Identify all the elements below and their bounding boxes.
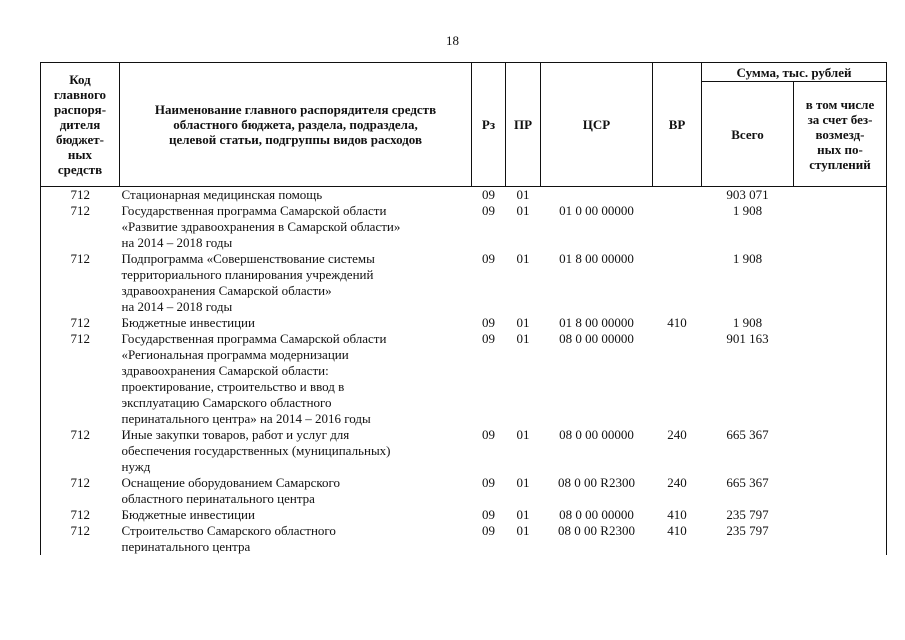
table-row	[41, 507, 887, 523]
row-rz: 09	[482, 187, 495, 202]
row-code: 712	[41, 331, 120, 427]
table-header	[41, 63, 887, 187]
row-pr: 01	[516, 507, 530, 522]
table-row	[41, 523, 887, 555]
row-pr: 01	[516, 187, 530, 202]
row-pr: 01	[516, 203, 530, 218]
row-vr	[653, 203, 702, 251]
row-rz: 09	[482, 523, 495, 538]
row-grant	[794, 251, 887, 315]
header-csr: ЦСР	[541, 63, 653, 187]
row-code: 712	[41, 427, 120, 475]
row-grant	[794, 475, 887, 507]
row-rz: 09	[482, 475, 495, 490]
header-rz: Рз	[472, 63, 506, 187]
row-vr	[653, 331, 702, 427]
row-pr: 01	[516, 251, 530, 266]
row-csr: 08 0 00 00000	[559, 427, 634, 442]
row-code: 712	[41, 475, 120, 507]
row-rz: 09	[482, 507, 495, 522]
row-code: 712	[41, 251, 120, 315]
row-code: 712	[41, 203, 120, 251]
row-name: Государственная программа Самарской области «Развитие здравоохранения в Самарской области» на 2014 – 2018 годы	[121, 203, 401, 250]
header-name: Наименование главного распорядителя средств областного бюджета, раздела, подраздела, целевой статьи, подгруппы видов расходов	[120, 63, 472, 187]
table-row	[41, 331, 887, 427]
row-csr: 01 8 00 00000	[559, 315, 634, 330]
row-vr	[653, 251, 702, 315]
row-code: 712	[41, 523, 120, 555]
header-vr: ВР	[653, 63, 702, 187]
row-total: 903 071	[726, 187, 769, 202]
row-pr: 01	[516, 315, 530, 330]
row-pr: 01	[516, 523, 530, 538]
row-code: 712	[41, 507, 120, 523]
row-name: Государственная программа Самарской области «Региональная программа модернизации здравоохранения Самарской области: проектирование, строительство и ввод в эксплуатацию Самарского областного перинатального центра» на 2014 – 2016 годы	[121, 331, 387, 426]
row-pr: 01	[516, 475, 530, 490]
row-total: 901 163	[726, 331, 769, 346]
row-csr: 08 0 00 R2300	[558, 475, 635, 490]
row-csr: 01 0 00 00000	[559, 203, 634, 218]
header-code: Код главного распоря- дителя бюджет- ных средств	[41, 63, 120, 187]
table-row	[41, 427, 887, 475]
row-csr: 08 0 00 R2300	[558, 523, 635, 538]
table-row	[41, 203, 887, 251]
row-name: Стационарная медицинская помощь	[121, 187, 323, 202]
row-name: Подпрограмма «Совершенствование системы территориального планирования учреждений здравоохранения Самарской области» на 2014 – 2018 годы	[121, 251, 375, 314]
budget-table	[40, 62, 887, 555]
row-vr: 240	[667, 427, 687, 442]
row-grant	[794, 187, 887, 204]
row-name: Строительство Самарского областного перинатального центра	[121, 523, 336, 554]
row-total: 665 367	[726, 475, 769, 490]
row-vr: 240	[667, 475, 687, 490]
row-total: 235 797	[726, 507, 769, 522]
row-name: Оснащение оборудованием Самарского областного перинатального центра	[121, 475, 341, 506]
row-grant	[794, 331, 887, 427]
row-csr: 01 8 00 00000	[559, 251, 634, 266]
header-total: Всего	[702, 82, 794, 187]
row-rz: 09	[482, 203, 495, 218]
table-row	[41, 251, 887, 315]
row-pr: 01	[516, 331, 530, 346]
row-total: 665 367	[726, 427, 769, 442]
row-vr: 410	[667, 523, 687, 538]
row-csr	[541, 187, 653, 204]
row-code: 712	[41, 187, 120, 204]
row-grant	[794, 315, 887, 331]
row-rz: 09	[482, 251, 495, 266]
row-total: 1 908	[732, 315, 763, 330]
table-row	[41, 187, 887, 204]
row-code: 712	[41, 315, 120, 331]
row-grant	[794, 203, 887, 251]
header-pr: ПР	[506, 63, 541, 187]
header-sum: Сумма, тыс. рублей	[702, 63, 887, 82]
row-rz: 09	[482, 315, 495, 330]
row-pr: 01	[516, 427, 530, 442]
row-total: 1 908	[732, 251, 763, 266]
row-name: Иные закупки товаров, работ и услуг для обеспечения государственных (муниципальных) нужд	[121, 427, 391, 474]
header-grant: в том числе за счет без- возмезд- ных по- ступлений	[794, 82, 887, 187]
row-grant	[794, 523, 887, 555]
page-number: 18	[446, 33, 459, 48]
row-vr: 410	[667, 507, 687, 522]
row-grant	[794, 507, 887, 523]
row-vr	[653, 187, 702, 204]
row-total: 235 797	[726, 523, 769, 538]
table-row	[41, 475, 887, 507]
row-vr: 410	[667, 315, 687, 330]
row-csr: 08 0 00 00000	[559, 331, 634, 346]
row-name: Бюджетные инвестиции	[121, 507, 255, 522]
row-csr: 08 0 00 00000	[559, 507, 634, 522]
table-body	[41, 187, 887, 556]
row-rz: 09	[482, 427, 495, 442]
row-grant	[794, 427, 887, 475]
table-row	[41, 315, 887, 331]
row-rz: 09	[482, 331, 495, 346]
row-name: Бюджетные инвестиции	[121, 315, 255, 330]
row-total: 1 908	[732, 203, 763, 218]
